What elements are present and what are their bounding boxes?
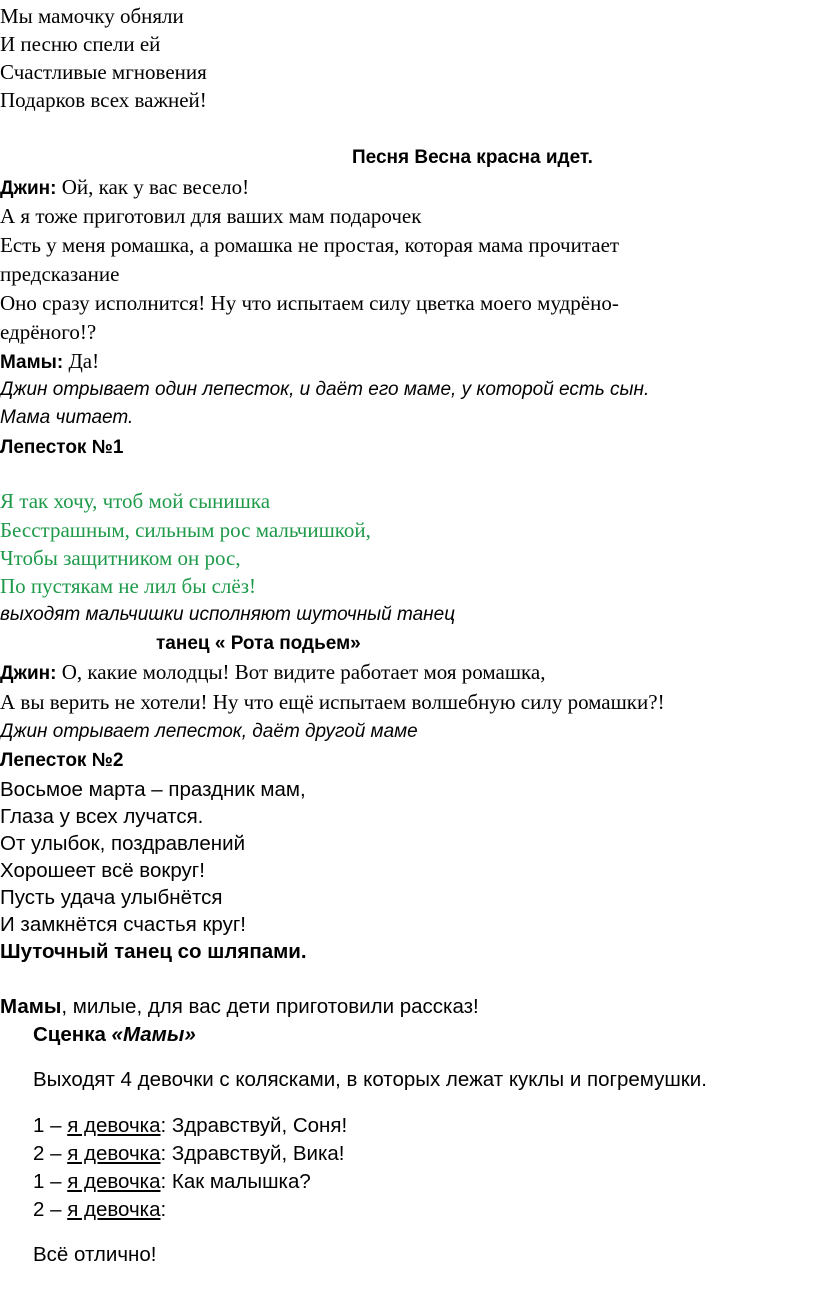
jin-line-5: Оно сразу исполнится! Ну что испытаем силу цветка моего мудрёно-	[0, 291, 619, 315]
poem1-line-3: Счастливые мгновения	[0, 60, 207, 84]
dialogue-role: я девочка	[67, 1142, 161, 1165]
jin-line-2: А я тоже приготовил для ваших мам подарочек	[0, 204, 422, 228]
hat-dance-title: Шуточный танец со шляпами.	[0, 940, 307, 963]
petal1-verse-4: По пустякам не лил бы слёз!	[0, 574, 256, 598]
poem1-line-4: Подарков всех важней!	[0, 88, 207, 112]
dialogue-line-1	[33, 1116, 347, 1137]
jin-line-3: Есть у меня ромашка, а ромашка не простая, которая мама прочитает	[0, 233, 620, 257]
song-title: Песня Весна красна идет.	[352, 147, 593, 168]
dialogue-line-4	[33, 1200, 166, 1221]
dialogue-num: 1 –	[33, 1114, 68, 1137]
stage-direction-2: Мама читает.	[0, 407, 134, 428]
jin-line-4: предсказание	[0, 262, 120, 286]
final-line: Всё отлично!	[33, 1243, 157, 1266]
poem1-line-2: И песню спели ей	[0, 32, 161, 56]
dialogue-role: я девочка	[67, 1170, 161, 1193]
dialogue-num: 2 –	[33, 1198, 68, 1221]
moms-reply	[0, 351, 99, 372]
speaker-moms: Мамы:	[0, 352, 64, 373]
dialogue-num: 1 –	[33, 1170, 68, 1193]
dialogue-text: :	[160, 1198, 167, 1221]
dialogue-line-3	[33, 1172, 311, 1193]
petal2-verse-4: Хорошеет всё вокруг!	[0, 859, 205, 882]
moms-reply-text: Да!	[63, 349, 100, 373]
dance-title: танец « Рота подьем»	[156, 633, 361, 654]
poem1-line-1: Мы мамочку обняли	[0, 4, 184, 28]
petal2-verse-1: Восьмое марта – праздник мам,	[0, 778, 306, 801]
moms-intro	[0, 997, 479, 1018]
moms-intro-bold: Мамы	[0, 995, 62, 1018]
jin2-line-2: А вы верить не хотели! Ну что ещё испытаем волшебную силу ромашки?!	[0, 690, 665, 714]
petal2-verse-5: Пусть удача улыбнётся	[0, 886, 223, 909]
jin-text: Ой, как у вас весело!	[56, 175, 250, 199]
dialogue-line-2	[33, 1144, 345, 1165]
petal1-verse-2: Бесстрашным, сильным рос мальчишкой,	[0, 518, 371, 542]
petal1-title: Лепесток №1	[0, 437, 124, 458]
dialogue-role: я девочка	[67, 1198, 161, 1221]
jin-line-6: едрёного!?	[0, 320, 97, 344]
scene-title	[33, 1025, 196, 1046]
scene-name: «Мамы»	[111, 1023, 196, 1046]
jin-line-1	[0, 177, 249, 198]
dialogue-text: : Здравствуй, Соня!	[160, 1114, 348, 1137]
speaker-jin: Джин:	[0, 178, 57, 199]
stage-direction-3: выходят мальчишки исполняют шуточный танец	[0, 604, 456, 625]
jin2-text: О, какие молодцы! Вот видите работает моя ромашка,	[56, 660, 546, 684]
petal2-verse-6: И замкнётся счастья круг!	[0, 913, 246, 936]
dialogue-num: 2 –	[33, 1142, 68, 1165]
dialogue-text: : Здравствуй, Вика!	[160, 1142, 345, 1165]
speaker-jin-2: Джин:	[0, 663, 57, 684]
petal2-verse-2: Глаза у всех лучатся.	[0, 805, 204, 828]
petal2-title: Лепесток №2	[0, 750, 124, 771]
petal1-verse-1: Я так хочу, чтоб мой сынишка	[0, 489, 271, 513]
petal2-verse-3: От улыбок, поздравлений	[0, 832, 246, 855]
jin2-line-1	[0, 662, 546, 683]
stage-direction-4: Джин отрывает лепесток, даёт другой маме	[0, 721, 418, 742]
scene-stage-direction: Выходят 4 девочки с колясками, в которых лежат куклы и погремушки.	[33, 1068, 707, 1091]
dialogue-role: я девочка	[67, 1114, 161, 1137]
petal1-verse-3: Чтобы защитником он рос,	[0, 546, 241, 570]
scene-label: Сценка	[33, 1023, 112, 1046]
dialogue-text: : Как малышка?	[160, 1170, 311, 1193]
moms-intro-text: , милые, для вас дети приготовили рассказ!	[61, 995, 479, 1018]
stage-direction-1: Джин отрывает один лепесток, и даёт его маме, у которой есть сын.	[0, 379, 650, 400]
